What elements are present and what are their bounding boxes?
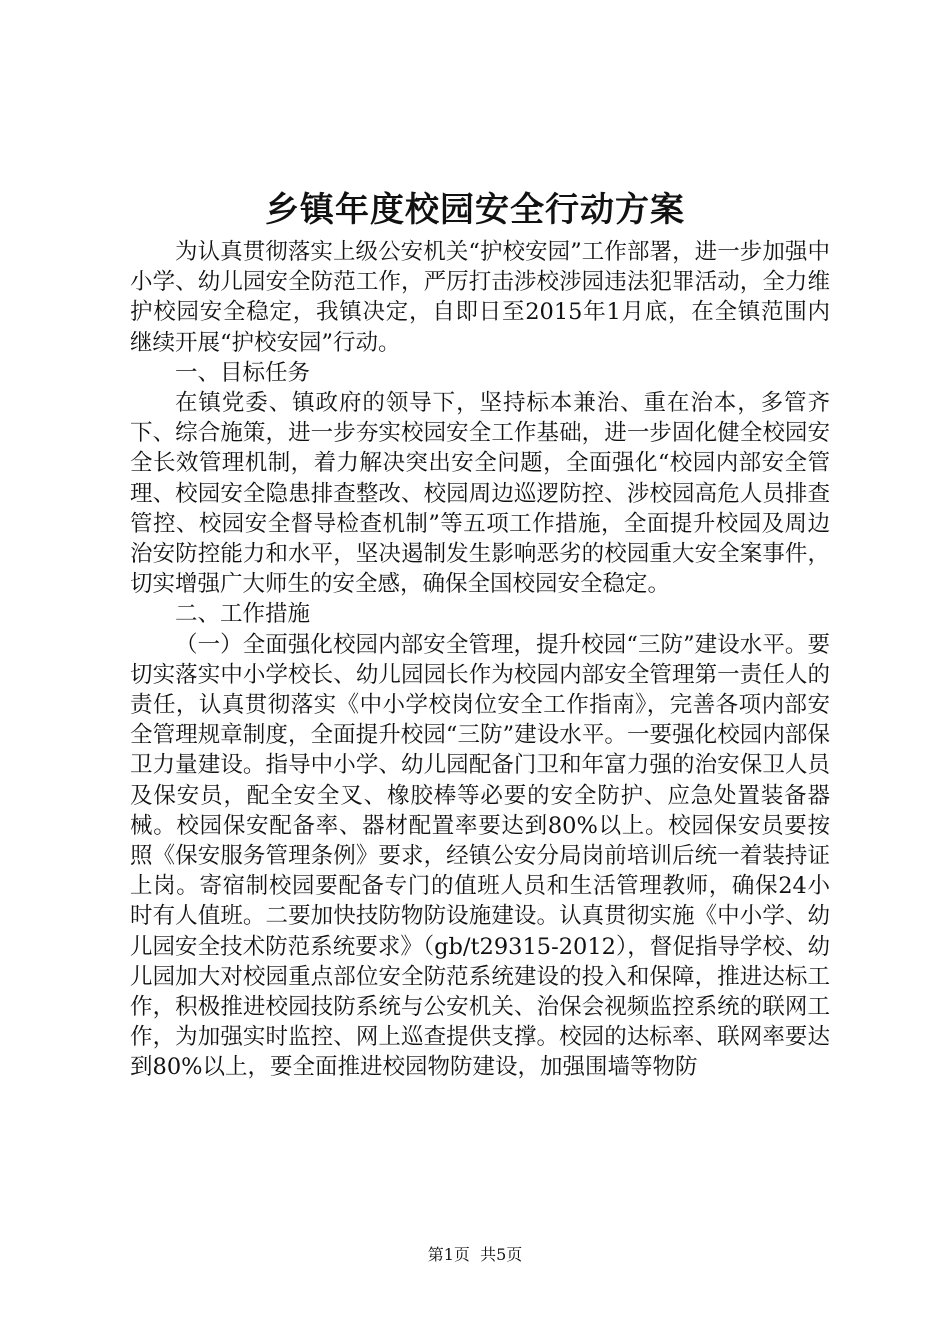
intro-paragraph: 为认真贯彻落实上级公安机关“护校安园”工作部署，进一步加强中小学、幼儿园安全防范工作，严厉打击涉校涉园违法犯罪活动，全力维护校园安全稳定，我镇决定，自即日至2015年1月底，在全镇范围内继续开展“护校安园”行动。: [130, 239, 830, 356]
measures-paragraph: （一）全面强化校园内部安全管理，提升校园“三防”建设水平。要切实落实中小学校长、幼儿园园长作为校园内部安全管理第一责任人的责任，认真贯彻落实《中小学校岗位安全工作指南》，完善各项内部安全管理规章制度，全面提升校园“三防”建设水平。一要强化校园内部保卫力量建设。指导中小学、幼儿园配备门卫和年富力强的治安保卫人员及保安员，配全安全叉、橡胶棒等必要的安全防护、应急处置装备器械。校园保安配备率、器材配置率要达到80%以上。校园保安员要按照《保安服务管理条例》要求，经镇公安分局岗前培训后统一着装持证上岗。寄宿制校园要配备专门的值班人员和生活管理教师，确保24小时有人值班。二要加快技防物防设施建设。认真贯彻实施《中小学、幼儿园安全技术防范系统要求》（gb/t29315-2012），督促指导学校、幼儿园加大对校园重点部位安全防范系统建设的投入和保障，推进达标工作，积极推进校园技防系统与公安机关、治保会视频监控系统的联网工作，为加强实时监控、网上巡查提供支撑。校园的达标率、联网率要达到80%以上，要全面推进校园物防建设，加强围墙等物防: [130, 631, 830, 1081]
page-footer: [0, 1243, 950, 1267]
section-heading-goals: 一、目标任务: [175, 359, 311, 386]
document-body: [130, 237, 830, 1083]
document-title: 乡镇年度校园安全行动方案: [265, 190, 685, 230]
section-heading-measures: 二、工作措施: [175, 601, 311, 628]
goals-paragraph: 在镇党委、镇政府的领导下，坚持标本兼治、重在治本，多管齐下、综合施策，进一步夯实校园安全工作基础，进一步固化健全校园安全长效管理机制，着力解决突出安全问题，全面强化“校园内部安全管理、校园安全隐患排查整改、校园周边巡逻防控、涉校园高危人员排查管控、校园安全督导检查机制”等五项工作措施，全面提升校园及周边治安防控能力和水平，坚决遏制发生影响恶劣的校园重大安全案事件，切实增强广大师生的安全感，确保全国校园安全稳定。: [130, 390, 830, 598]
page-number-label: 第1页 共5页: [427, 1245, 523, 1264]
